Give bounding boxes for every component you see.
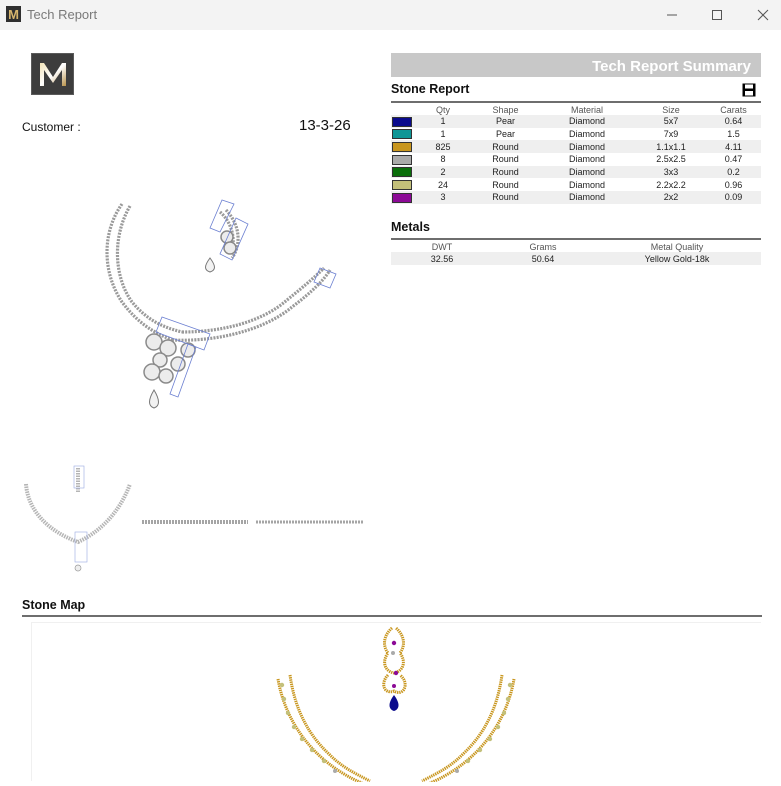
stone-qty: 2 <box>413 166 473 179</box>
minimize-icon <box>666 9 678 21</box>
stone-material: Diamond <box>568 154 606 165</box>
column-header-grams: Grams <box>529 241 557 252</box>
stone-map-divider <box>22 615 762 617</box>
stone-material: Diamond <box>538 166 636 179</box>
floppy-disk-icon <box>742 83 756 97</box>
column-header-dwt: DWT <box>431 241 453 252</box>
stone-size: 2.5x2.5 <box>656 154 686 165</box>
table-row <box>391 153 761 166</box>
stone-size: 2.2x2.2 <box>656 179 686 190</box>
stone-map-image <box>32 623 762 782</box>
metals-divider <box>391 238 761 240</box>
stone-carats: 4.11 <box>706 140 761 153</box>
table-row <box>391 252 761 265</box>
report-date: 13-3-26 <box>299 117 351 134</box>
stone-qty: 3 <box>413 191 473 204</box>
stone-report-divider <box>391 101 761 103</box>
metal-quality: Yellow Gold-18k <box>593 252 761 265</box>
stone-material: Diamond <box>568 179 606 190</box>
save-button[interactable] <box>742 82 756 96</box>
table-row <box>391 115 761 128</box>
stone-shape: Pear <box>495 129 515 140</box>
stone-shape: Round <box>473 191 538 204</box>
column-header-metal-quality: Metal Quality <box>650 241 704 252</box>
stone-color-swatch <box>392 155 412 165</box>
stone-carats: 0.09 <box>706 191 761 204</box>
metal-dwt: 32.56 <box>391 252 493 265</box>
maximize-icon <box>711 9 723 21</box>
view-thumbnails <box>20 462 370 582</box>
stone-carats: 0.64 <box>706 115 761 128</box>
stone-color-swatch <box>392 167 412 177</box>
stone-shape: Pear <box>473 115 538 128</box>
stone-report-table <box>391 104 761 204</box>
stone-map-title: Stone Map <box>22 598 86 612</box>
table-header-row <box>391 104 761 115</box>
stone-carats: 0.2 <box>706 166 761 179</box>
stone-material: Diamond <box>538 140 636 153</box>
column-header-color <box>391 104 413 115</box>
stone-qty: 1 <box>440 129 446 140</box>
stone-shape: Round <box>473 140 538 153</box>
company-logo <box>31 53 74 95</box>
stone-qty: 8 <box>440 154 446 165</box>
metals-title: Metals <box>391 220 430 234</box>
metals-table <box>391 241 761 265</box>
stone-color-swatch <box>392 142 412 152</box>
stone-carats: 0.47 <box>724 154 743 165</box>
stone-size: 5x7 <box>636 115 706 128</box>
m-logo-icon <box>38 61 68 87</box>
necklace-render-image <box>92 192 352 417</box>
close-icon <box>757 9 769 21</box>
customer-label: Customer : <box>22 120 81 134</box>
stone-size: 3x3 <box>636 166 706 179</box>
stone-size: 1.1x1.1 <box>636 140 706 153</box>
table-row <box>391 128 761 141</box>
metal-grams: 50.64 <box>493 252 593 265</box>
window-title: Tech Report <box>27 7 98 22</box>
stone-qty: 1 <box>413 115 473 128</box>
stone-report-title: Stone Report <box>391 82 470 96</box>
column-header-shape: Shape <box>492 104 519 115</box>
stone-material: Diamond <box>538 191 636 204</box>
summary-header-bar <box>391 53 761 77</box>
stone-material: Diamond <box>538 115 636 128</box>
close-button[interactable] <box>740 0 781 30</box>
stone-color-swatch <box>392 180 412 190</box>
app-logo-icon: M <box>6 6 21 22</box>
table-row <box>391 178 761 191</box>
stone-material: Diamond <box>568 129 606 140</box>
column-header-qty: Qty <box>435 104 450 115</box>
stone-qty: 24 <box>437 179 448 190</box>
summary-title: Tech Report Summary <box>592 58 751 75</box>
column-header-carats: Carats <box>720 104 747 115</box>
window-titlebar <box>0 0 781 30</box>
column-header-size: Size <box>662 104 680 115</box>
table-row <box>391 140 761 153</box>
table-row <box>391 191 761 204</box>
thumbnail-front-view[interactable] <box>26 466 130 571</box>
stone-qty: 825 <box>413 140 473 153</box>
stone-shape: Round <box>492 154 519 165</box>
table-header-row <box>391 241 761 252</box>
necklace-3d-render <box>92 192 352 417</box>
stone-map-view <box>31 622 761 781</box>
stone-carats: 1.5 <box>727 129 740 140</box>
stone-shape: Round <box>492 179 519 190</box>
stone-size: 2x2 <box>636 191 706 204</box>
stone-color-swatch <box>392 193 412 203</box>
minimize-button[interactable] <box>649 0 695 30</box>
stone-shape: Round <box>473 166 538 179</box>
stone-color-swatch <box>392 129 412 139</box>
stone-size: 7x9 <box>663 129 679 140</box>
stone-color-swatch <box>392 117 412 127</box>
table-row <box>391 166 761 179</box>
stone-carats: 0.96 <box>724 179 743 190</box>
maximize-button[interactable] <box>694 0 740 30</box>
column-header-material: Material <box>570 104 603 115</box>
